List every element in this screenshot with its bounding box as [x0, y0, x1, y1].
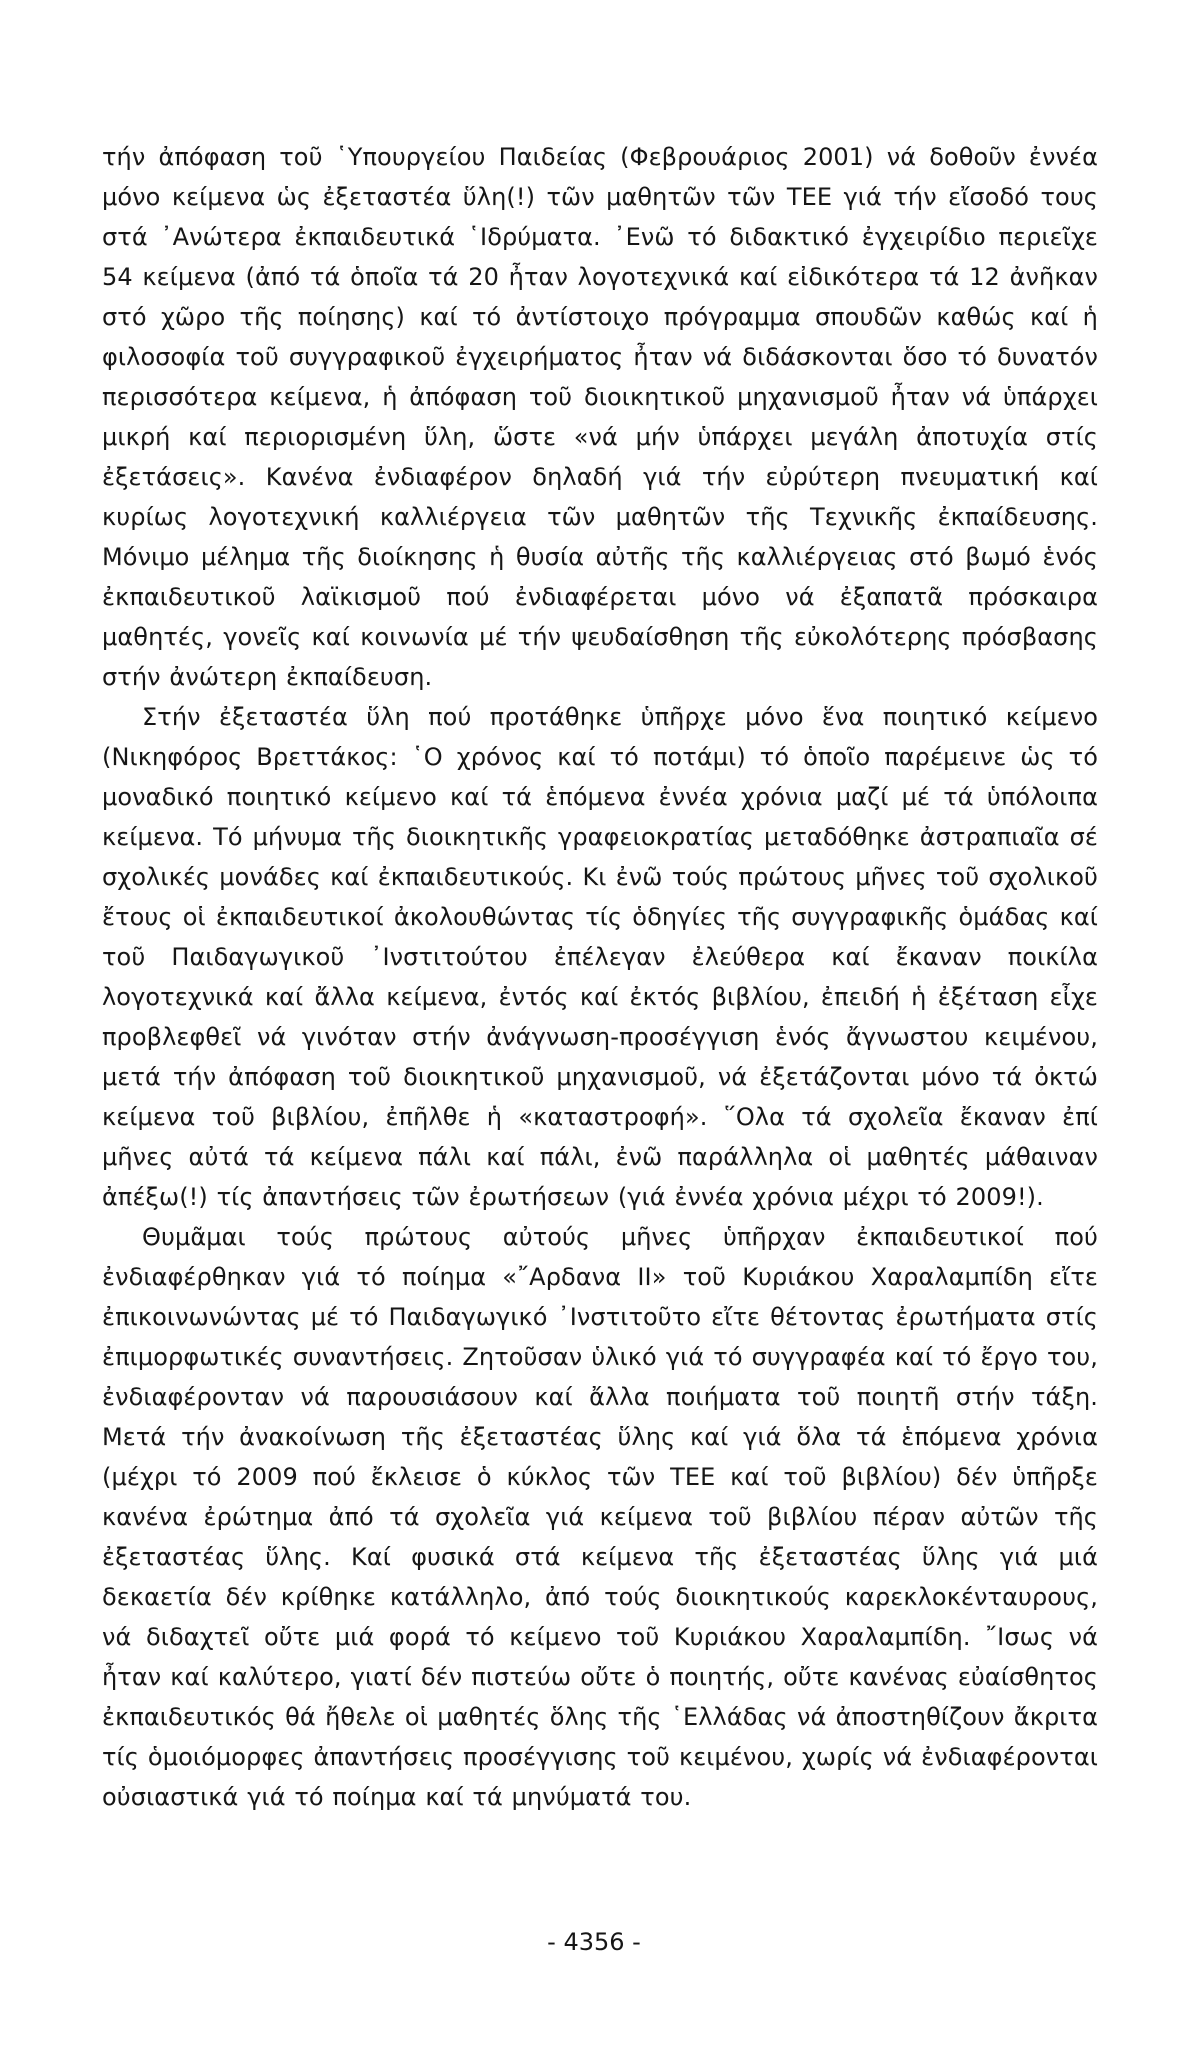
- body-text: [102, 137, 1098, 1817]
- page-number: - 4356 -: [547, 1928, 641, 1956]
- paragraph-continuation: τήν ἀπόφαση τοῦ ῾Υπουργείου Παιδείας (Φεβρουάριος 2001) νά δοθοῦν ἐννέα μόνο κείμενα ὡς ἐξεταστέα ὕλη(!) τῶν μαθητῶν τῶν ΤΕΕ γιά τήν εἴσοδό τους στά ᾿Ανώτερα ἐκπαιδευτικά ῾Ιδρύματα. ᾿Ενῶ τό διδακτικό ἐγχειρίδιο περιεῖχε 54 κείμενα (ἀπό τά ὁποῖα τά 20 ἦταν λογοτεχνικά καί εἰδικότερα τά 12 ἀνῆκαν στό χῶρο τῆς ποίησης) καί τό ἀντίστοιχο πρόγραμμα σπουδῶν καθώς καί ἡ φιλοσοφία τοῦ συγγραφικοῦ ἐγχειρήματος ἦταν νά διδάσκονται ὅσο τό δυνατόν περισσότερα κείμενα, ἡ ἀπόφαση τοῦ διοικητικοῦ μηχανισμοῦ ἦταν νά ὑπάρχει μικρή καί περιορισμένη ὕλη, ὥστε «νά μήν ὑπάρχει μεγάλη ἀποτυχία στίς ἐξετάσεις». Κανένα ἐνδιαφέρον δηλαδή γιά τήν εὐρύτερη πνευματική καί κυρίως λογοτεχνική καλλιέργεια τῶν μαθητῶν τῆς Τεχνικῆς ἐκπαίδευσης. Μόνιμο μέλημα τῆς διοίκησης ἡ θυσία αὐτῆς τῆς καλλιέργειας στό βωμό ἑνός ἐκπαιδευτικοῦ λαϊκισμοῦ πού ἐνδιαφέρεται μόνο νά ἐξαπατᾶ πρόσκαιρα μαθητές, γονεῖς καί κοινωνία μέ τήν ψευδαίσθηση τῆς εὐκολότερης πρόσβασης στήν ἀνώτερη ἐκπαίδευση.: [102, 143, 1098, 691]
- paragraph-memory: Θυμᾶμαι τούς πρώτους αὐτούς μῆνες ὑπῆρχαν ἐκπαιδευτικοί πού ἐνδιαφέρθηκαν γιά τό ποίημα «῎Αρδανα ΙΙ» τοῦ Κυριάκου Χαραλαμπίδη εἴτε ἐπικοινωνώντας μέ τό Παιδαγωγικό ᾿Ινστιτοῦτο εἴτε θέτοντας ἐρωτήματα στίς ἐπιμορφωτικές συναντήσεις. Ζητοῦσαν ὑλικό γιά τό συγγραφέα καί τό ἔργο του, ἐνδιαφέρονταν νά παρουσιάσουν καί ἄλλα ποιήματα τοῦ ποιητῆ στήν τάξη. Μετά τήν ἀνακοίνωση τῆς ἐξεταστέας ὕλης καί γιά ὅλα τά ἑπόμενα χρόνια (μέχρι τό 2009 πού ἔκλεισε ὁ κύκλος τῶν ΤΕΕ καί τοῦ βιβλίου) δέν ὑπῆρξε κανένα ἐρώτημα ἀπό τά σχολεῖα γιά κείμενα τοῦ βιβλίου πέραν αὐτῶν τῆς ἐξεταστέας ὕλης. Καί φυσικά στά κείμενα τῆς ἐξεταστέας ὕλης γιά μιά δεκαετία δέν κρίθηκε κατάλληλο, ἀπό τούς διοικητικούς καρεκλοκένταυρους, νά διδαχτεῖ οὔτε μιά φορά τό κείμενο τοῦ Κυριάκου Χαραλαμπίδη. ῎Ισως νά ἦταν καί καλύτερο, γιατί δέν πιστεύω οὔτε ὁ ποιητής, οὔτε κανένας εὐαίσθητος ἐκπαιδευτικός θά ἤθελε οἱ μαθητές ὅλης τῆς ῾Ελλάδας νά ἀποστηθίζουν ἄκριτα τίς ὁμοιόμορφες ἀπαντήσεις προσέγγισης τοῦ κειμένου, χωρίς νά ἐνδιαφέρονται οὐσιαστικά γιά τό ποίημα καί τά μηνύματά του.: [102, 1223, 1098, 1811]
- paragraph-exam-material: Στήν ἐξεταστέα ὕλη πού προτάθηκε ὑπῆρχε μόνο ἕνα ποιητικό κείμενο (Νικηφόρος Βρεττάκος: ῾Ο χρόνος καί τό ποτάμι) τό ὁποῖο παρέμεινε ὡς τό μοναδικό ποιητικό κείμενο καί τά ἑπόμενα ἐννέα χρόνια μαζί μέ τά ὑπόλοιπα κείμενα. Τό μήνυμα τῆς διοικητικῆς γραφειοκρατίας μεταδόθηκε ἀστραπιαῖα σέ σχολικές μονάδες καί ἐκπαιδευτικούς. Κι ἐνῶ τούς πρώτους μῆνες τοῦ σχολικοῦ ἔτους οἱ ἐκπαιδευτικοί ἀκολουθώντας τίς ὁδηγίες τῆς συγγραφικῆς ὁμάδας καί τοῦ Παιδαγωγικοῦ ᾿Ινστιτούτου ἐπέλεγαν ἐλεύθερα καί ἔκαναν ποικίλα λογοτεχνικά καί ἄλλα κείμενα, ἐντός καί ἐκτός βιβλίου, ἐπειδή ἡ ἐξέταση εἶχε προβλεφθεῖ νά γινόταν στήν ἀνάγνωση-προσέγγιση ἑνός ἄγνωστου κειμένου, μετά τήν ἀπόφαση τοῦ διοικητικοῦ μηχανισμοῦ, νά ἐξετάζονται μόνο τά ὀκτώ κείμενα τοῦ βιβλίου, ἐπῆλθε ἡ «καταστροφή». ῞Ολα τά σχολεῖα ἔκαναν ἐπί μῆνες αὐτά τά κείμενα πάλι καί πάλι, ἐνῶ παράλληλα οἱ μαθητές μάθαιναν ἀπέξω(!) τίς ἀπαντήσεις τῶν ἐρωτήσεων (γιά ἐννέα χρόνια μέχρι τό 2009!).: [102, 703, 1098, 1211]
